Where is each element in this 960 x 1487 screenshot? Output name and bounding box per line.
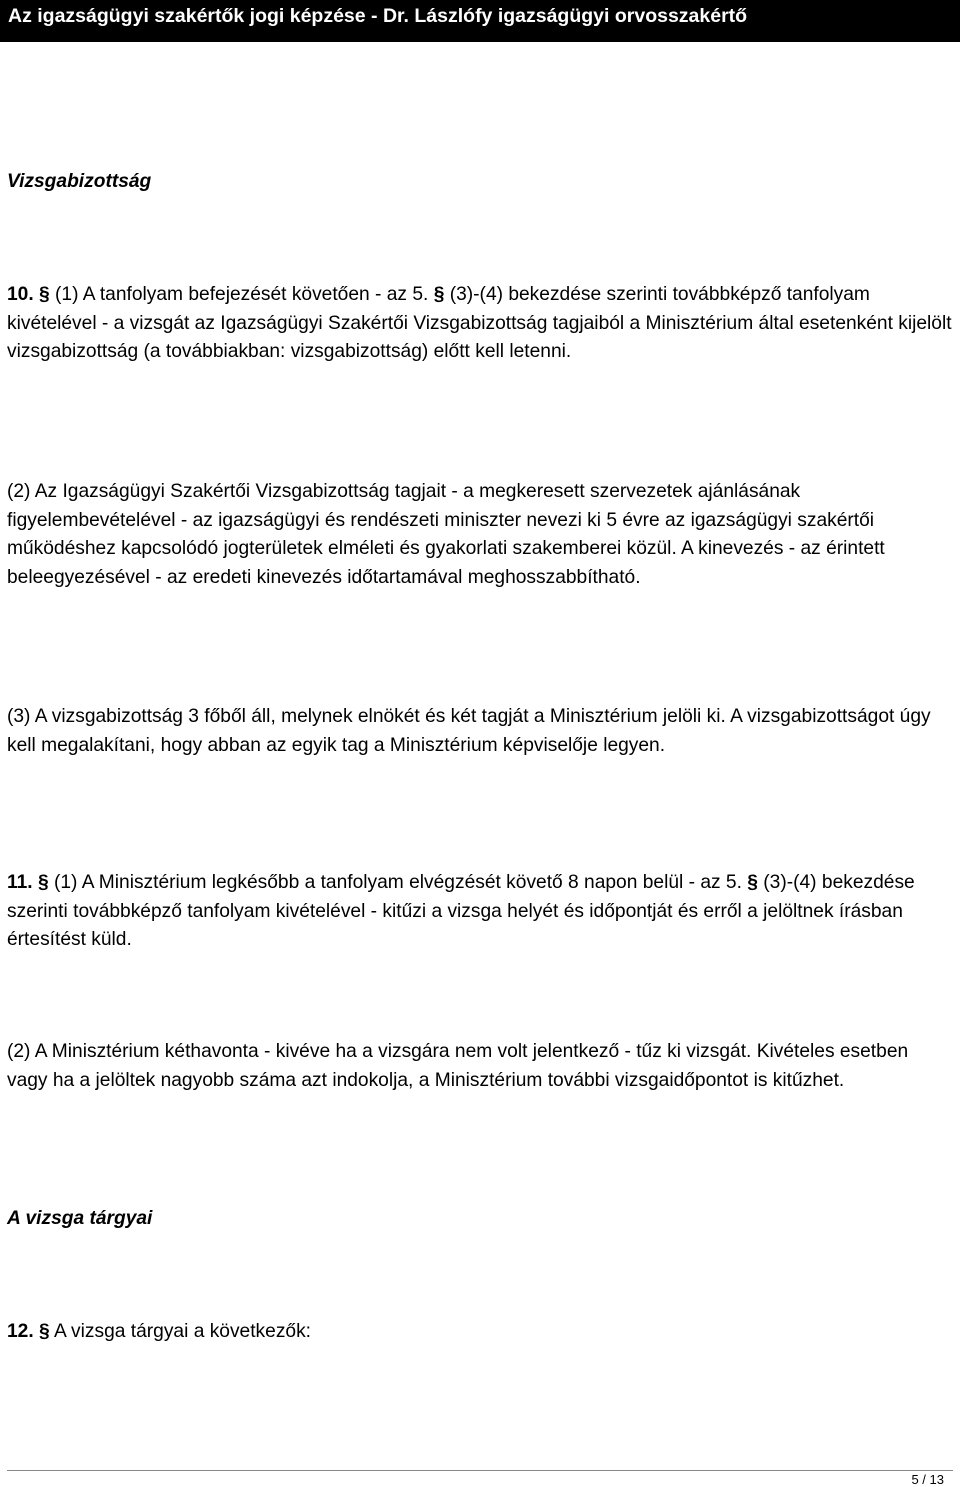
paragraph-10-1 (7, 281, 953, 367)
heading-vizsga-targyai: A vizsga tárgyai (7, 1208, 153, 1229)
section-link[interactable]: § (39, 1321, 50, 1342)
page-number: 5 / 13 (911, 1472, 944, 1487)
paragraph-10-3: (3) A vizsgabizottság 3 főből áll, melynek elnökét és két tagját a Minisztérium jelöli ki. A vizsgabizottságot úgy kell megalakítani, hogy abban az egyik tag a Minisztérium képviselője legyen. (7, 706, 931, 756)
document-header (0, 0, 960, 42)
paragraph-text: (3)-(4) bekezdése szerinti továbbképző tanfolyam kivételével - a vizsgát az Igazságügyi Szakértői Vizsgabizottság tagjaiból a Minisztérium által esetenként kijelölt vizsgabizottság (a továbbiakban: vizsgabizottság) előtt kell letenni. (7, 284, 952, 362)
section-link[interactable]: § (37, 872, 49, 893)
heading-vizsgabizottsag: Vizsgabizottság (7, 171, 152, 192)
article-number-12: 12. (7, 1321, 34, 1342)
article-number-11: 11. (7, 872, 33, 893)
paragraph-10-2: (2) Az Igazságügyi Szakértői Vizsgabizottság tagjait - a megkeresett szervezetek ajánlásának figyelembevételével - az igazságügyi és rendészeti miniszter nevezi ki 5 évre az igazságügyi szakértői működéshez kapcsolódó jogterületek elméleti és gyakorlati szakemberei közül. A kinevezés - az érintett beleegyezésével - az eredeti kinevezés időtartamával meghosszabbítható. (7, 481, 885, 588)
paragraph-text: A vizsga tárgyai a következők: (53, 1321, 312, 1342)
paragraph-11-1 (7, 869, 953, 955)
paragraph-text: (3)-(4) bekezdése szerinti továbbképző tanfolyam kivételével - kitűzi a vizsga helyét és időpontját és erről a jelöltnek írásban értesítést küld. (7, 872, 915, 950)
paragraph-text: (1) A tanfolyam befejezését követően - az 5. (55, 284, 429, 305)
section-link[interactable]: § (433, 284, 445, 305)
article-number-10: 10. (7, 284, 34, 305)
paragraph-11-2: (2) A Minisztérium kéthavonta - kivéve ha a vizsgára nem volt jelentkező - tűz ki vizsgát. Kivételes esetben vagy ha a jelöltek nagyobb száma azt indokolja, a Minisztérium további vizsgaidőpontot is kitűzhet. (7, 1041, 909, 1091)
footer-divider (7, 1470, 953, 1471)
document-title: Az igazságügyi szakértők jogi képzése - Dr. Lászlófy igazságügyi orvosszakértő (8, 5, 748, 27)
paragraph-text: (1) A Minisztérium legkésőbb a tanfolyam elvégzését követő 8 napon belül - az 5. (53, 872, 742, 893)
section-link[interactable]: § (747, 872, 758, 893)
paragraph-12 (7, 1318, 953, 1347)
section-link[interactable]: § (39, 284, 50, 305)
